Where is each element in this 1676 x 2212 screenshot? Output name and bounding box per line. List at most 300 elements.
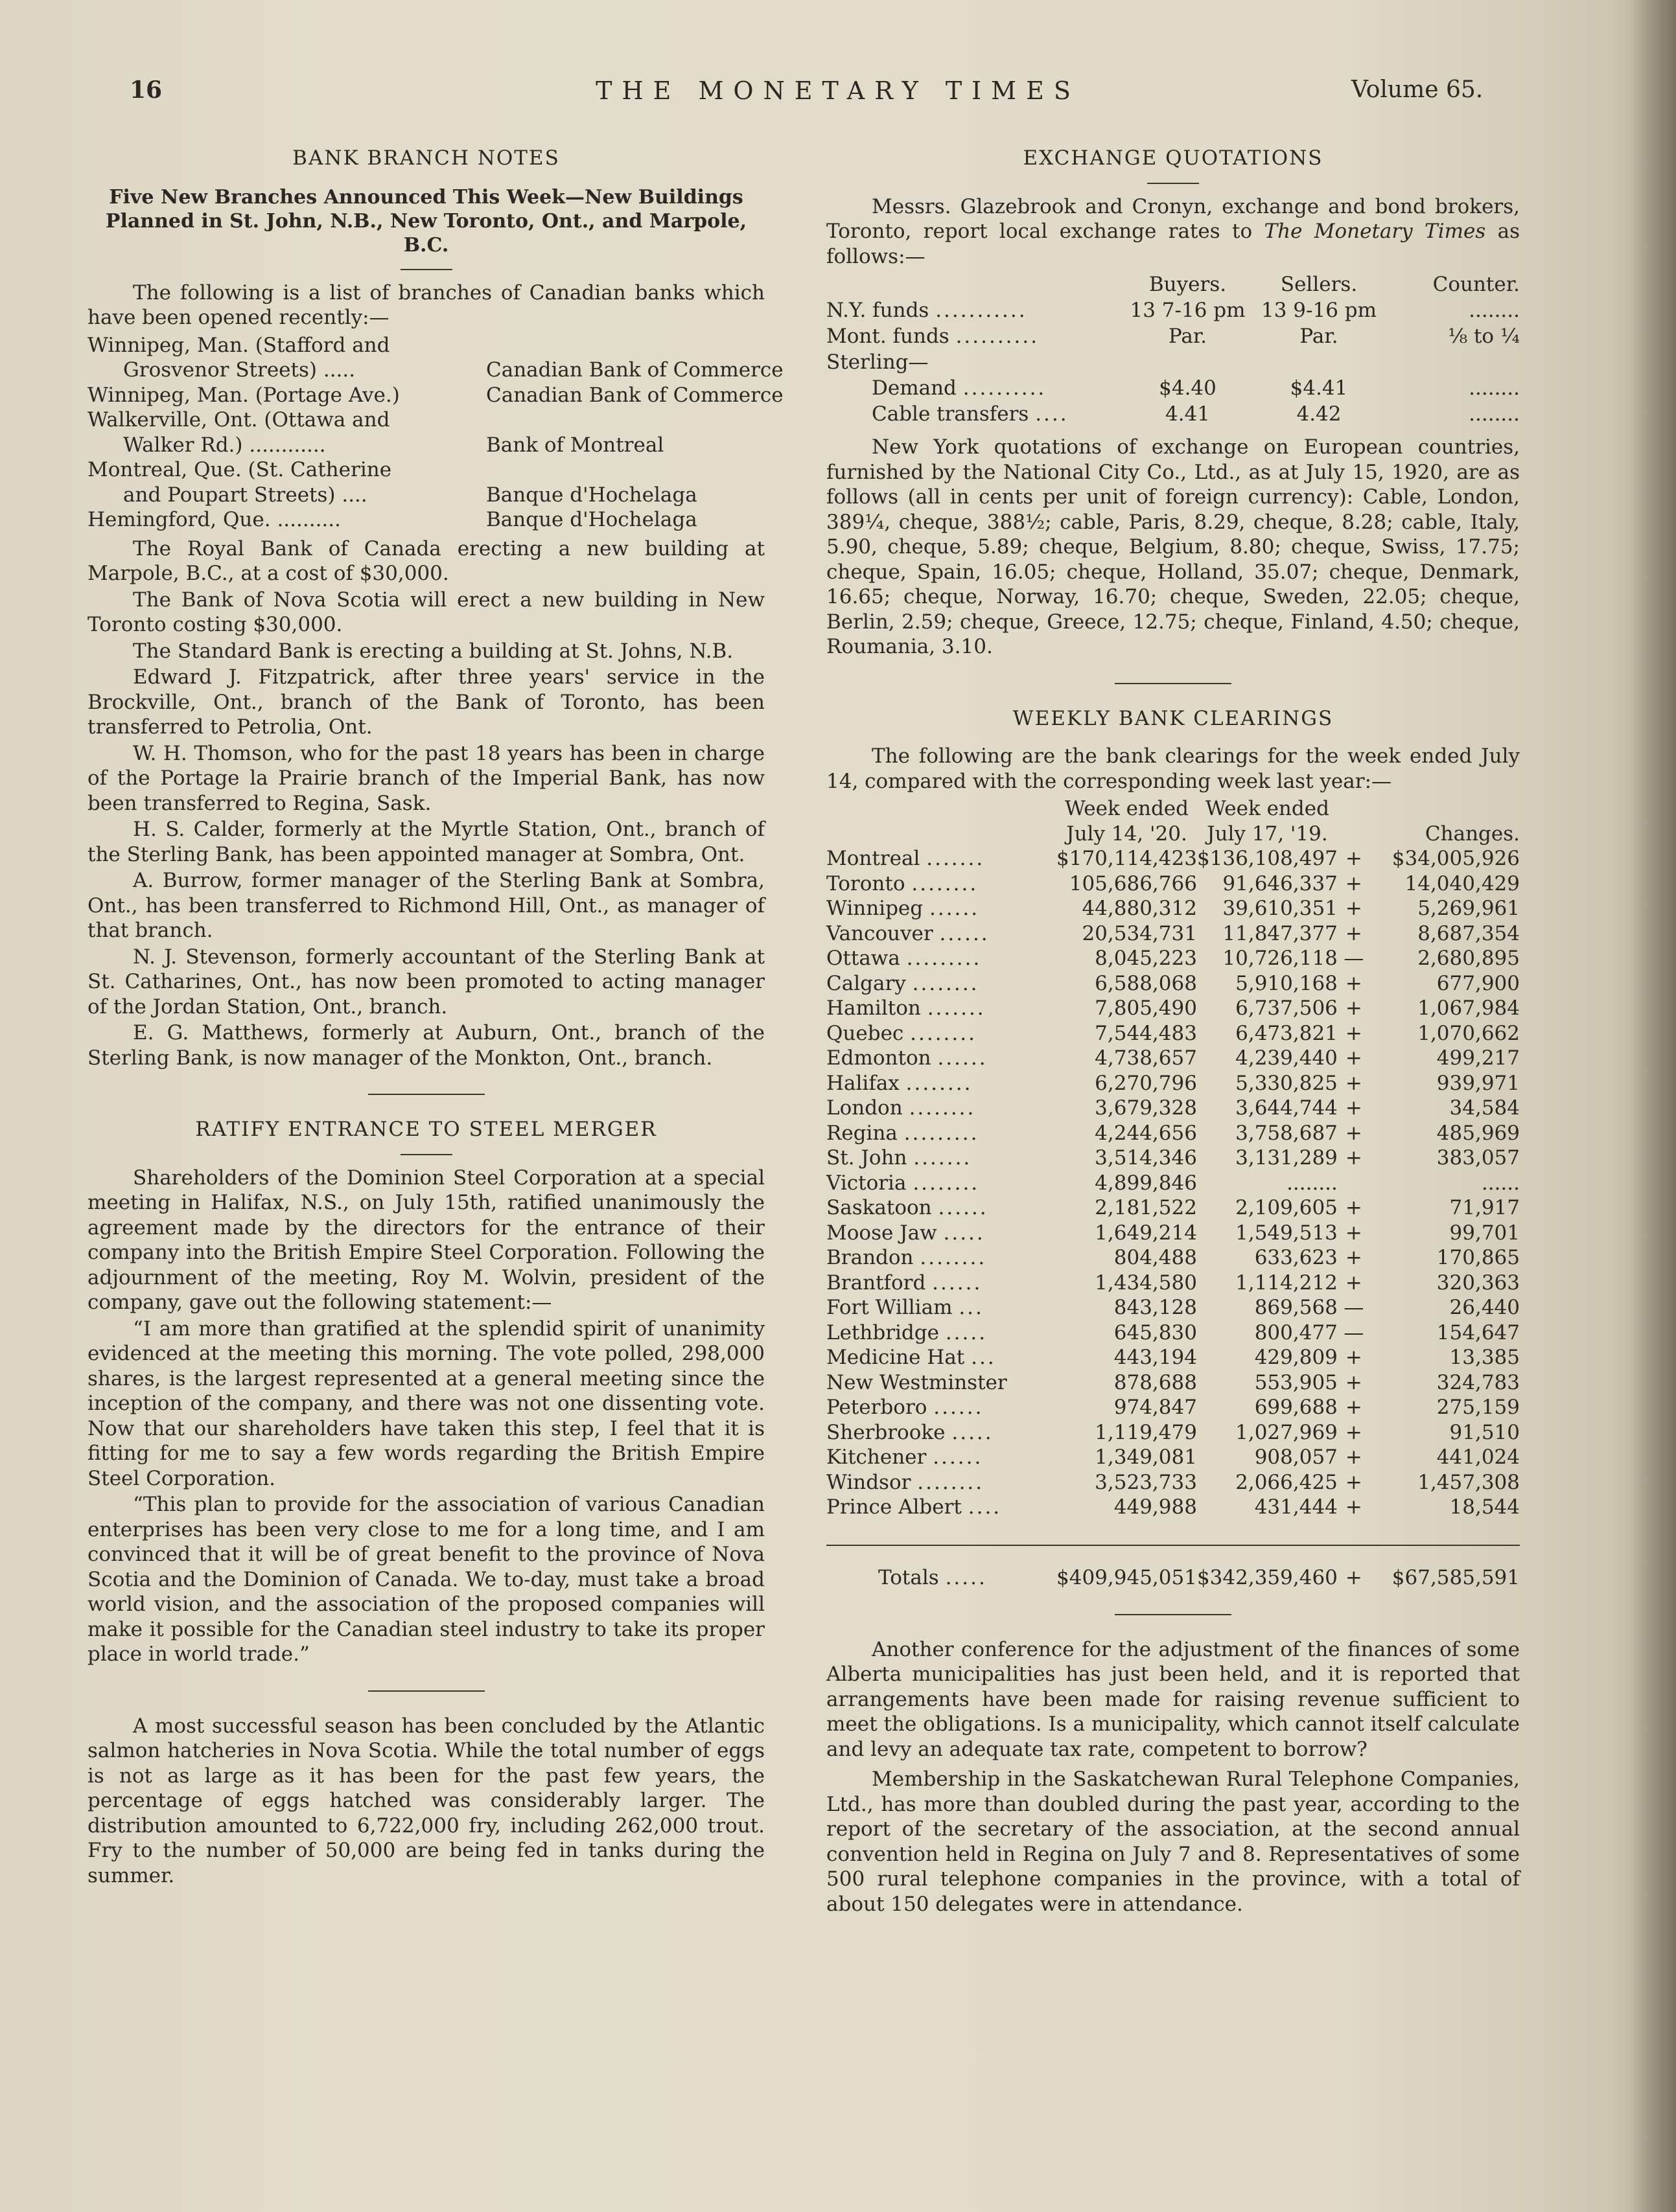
clearing-1920: 2,181,522 xyxy=(1095,1196,1197,1219)
steel-merger-paragraph: Shareholders of the Dominion Steel Corporation at a special meeting in Halifax, N.S., on July 15th, ratified unanimously the agreement made by the directors for the entrance of their company into the British Empire Steel Corporation. Following the adjournment of the meeting, Roy M. Wolvin, president of the company, gave out the following statement:— xyxy=(87,1166,765,1314)
clearing-1920: 4,244,656 xyxy=(1095,1121,1197,1145)
clearings-row xyxy=(826,846,1520,871)
clearings-header-blank xyxy=(826,822,1056,847)
branch-location: Winnipeg, Man. (Stafford and xyxy=(87,333,390,357)
city-cell xyxy=(826,1370,1056,1396)
branch-note-paragraph: A. Burrow, former manager of the Sterling Bank at Sombra, Ont., has been transferred to Richmond Hill, Ont., as manager of that branch. xyxy=(87,869,765,942)
clearing-1919: 91,646,337 xyxy=(1222,871,1338,895)
city-cell xyxy=(826,846,1056,871)
change-sign: + xyxy=(1345,1096,1362,1120)
exchange-header-buyers: Buyers. xyxy=(1148,272,1227,296)
change-sign: + xyxy=(1345,1246,1362,1269)
clearing-1919: 39,610,351 xyxy=(1222,897,1338,920)
leader-dots: ........ xyxy=(910,1021,977,1045)
clearing-change: 2,680,895 xyxy=(1417,947,1520,970)
clearings-header-blank xyxy=(826,796,1056,822)
left-column xyxy=(87,146,784,1889)
change-sign: + xyxy=(1345,1446,1362,1469)
branch-note-paragraph: W. H. Thomson, who for the past 18 years has been in charge of the Portage la Prairie branch of the Imperial Bank, has now been transferred to Regina, Sask. xyxy=(87,741,765,815)
exchange-counter: ........ xyxy=(1469,298,1520,322)
leader-dots: ..... xyxy=(943,1221,985,1245)
clearing-1920: 1,649,214 xyxy=(1095,1221,1197,1245)
exchange-label: Mont. funds xyxy=(826,324,949,348)
totals-row xyxy=(826,1545,1520,1591)
city-cell xyxy=(826,1345,1056,1370)
city-name: Fort William xyxy=(826,1296,953,1319)
salmon-paragraph: A most successful season has been concluded by the Atlantic salmon hatcheries in Nova Scotia. While the total number of eggs is not as large as it has been for the past few years, the percentage of eggs hatched was considerably larger. The distribution amounted to 6,722,000 fry, including 262,000 trout. Fry to the number of 50,000 are being fed in tanks during the summer. xyxy=(87,1714,765,1887)
branch-note-paragraph: Edward J. Fitzpatrick, after three years' service in the Brockville, Ont., branch of the Bank of Toronto, has been transferred to Petrolia, Ont. xyxy=(87,665,765,739)
exchange-row xyxy=(826,297,1520,323)
branch-intro: The following is a list of branches of Canadian banks which have been opened recently:— xyxy=(87,281,765,329)
city-cell xyxy=(826,1221,1056,1246)
branch-bank: Banque d'Hochelaga xyxy=(486,483,697,507)
exchange-row xyxy=(826,375,1520,401)
clearing-change: 154,647 xyxy=(1436,1320,1520,1344)
exchange-buyers: 4.41 xyxy=(1165,402,1211,426)
city-name: Windsor xyxy=(826,1470,911,1494)
city-cell xyxy=(826,921,1056,947)
branch-location: and Poupart Streets) .... xyxy=(123,483,367,507)
change-sign: — xyxy=(1344,1320,1364,1344)
clearings-row xyxy=(826,1021,1520,1046)
branch-paragraphs xyxy=(87,536,765,1071)
city-cell xyxy=(826,871,1056,897)
clearing-change: 939,971 xyxy=(1436,1071,1520,1095)
city-name: Sherbrooke xyxy=(826,1420,946,1444)
clearing-1920: 3,523,733 xyxy=(1095,1470,1197,1494)
clearing-1919: ........ xyxy=(1286,1171,1338,1195)
branch-list-item xyxy=(87,333,765,358)
leader-dots: ...... xyxy=(933,1446,983,1469)
clearing-1920: 1,119,479 xyxy=(1095,1420,1197,1444)
exchange-counter: ........ xyxy=(1469,376,1520,400)
clearing-1920: 974,847 xyxy=(1113,1396,1197,1419)
steel-merger-paragraph: “I am more than gratified at the splendid spirit of unanimity evidenced at the meeting this morning. The vote polled, 298,000 shares, is the largest represented at a general meeting since the inception of the company, and there was not one dissenting vote. Now that our shareholders have taken this step, I feel that it is fitting for me to say a few words regarding the British Empire Steel Corporation. xyxy=(87,1317,765,1490)
city-name: Quebec xyxy=(826,1021,904,1045)
clearings-row xyxy=(826,1096,1520,1121)
totals-sign: + xyxy=(1345,1566,1362,1589)
change-sign: — xyxy=(1344,947,1364,970)
clearing-change: 14,040,429 xyxy=(1404,871,1520,895)
leader-dots: ........... xyxy=(935,298,1027,322)
exchange-buyers: $4.40 xyxy=(1159,376,1216,400)
change-sign: — xyxy=(1344,1296,1364,1319)
clearing-1920: 1,434,580 xyxy=(1095,1271,1197,1295)
divider xyxy=(1147,183,1199,184)
steel-merger-title: RATIFY ENTRANCE TO STEEL MERGER xyxy=(195,1118,657,1141)
exchange-sellers: 4.42 xyxy=(1296,402,1342,426)
clearing-1919: 1,114,212 xyxy=(1235,1271,1338,1295)
leader-dots: ....... xyxy=(927,997,986,1020)
clearings-row xyxy=(826,896,1520,921)
clearing-change: 1,070,662 xyxy=(1417,1021,1520,1045)
exchange-label-cell xyxy=(826,349,1121,375)
clearings-row xyxy=(826,1345,1520,1370)
leader-dots: ....... xyxy=(913,1146,972,1169)
divider xyxy=(368,1690,485,1692)
clearings-table xyxy=(826,796,1520,1591)
exchange-sellers: Par. xyxy=(1299,324,1338,348)
clearing-change: 324,783 xyxy=(1436,1370,1520,1394)
clearing-change: 499,217 xyxy=(1436,1046,1520,1070)
clearing-1919: 431,444 xyxy=(1254,1495,1338,1519)
branch-bank: Bank of Montreal xyxy=(486,433,664,457)
clearings-row xyxy=(826,996,1520,1021)
leader-dots: .......... xyxy=(962,376,1047,400)
clearing-change: 34,584 xyxy=(1449,1096,1520,1120)
city-cell xyxy=(826,896,1056,921)
clearing-1919: 3,131,289 xyxy=(1235,1146,1338,1169)
city-cell xyxy=(826,1171,1056,1196)
clearing-1920: 843,128 xyxy=(1113,1296,1197,1319)
clearing-1919: 6,473,821 xyxy=(1235,1021,1338,1045)
branch-bank: Canadian Bank of Commerce xyxy=(486,383,784,407)
change-sign: + xyxy=(1345,1221,1362,1245)
leader-dots: ........ xyxy=(913,1171,980,1195)
clearing-change: 18,544 xyxy=(1449,1495,1520,1519)
new-york-quotations: New York quotations of exchange on European countries, furnished by the National City Co., Ltd., as at July 15, 1920, are as follows (all in cents per unit of foreign currency): Cable, London, 389¼, cheque, 388½; cable, Paris, 8.29, cheque, 8.28; cable, Italy, 5.90, cheque, 5.89; cheque, Belgium, 8.80; cheque, Swiss, 17.75; cheque, Spain, 16.05; cheque, Holland, 35.07; cheque, Denmark, 16.65; cheque, Norway, 16.70; cheque, Sweden, 22.05; cheque, Berlin, 2.59; cheque, Greece, 12.75; cheque, Finland, 4.50; cheque, Roumania, 3.10. xyxy=(826,435,1520,658)
leader-dots: ......... xyxy=(903,1121,979,1145)
clearings-header-row xyxy=(826,796,1520,822)
clearings-row xyxy=(826,1320,1520,1346)
clearings-row xyxy=(826,1195,1520,1221)
change-sign: + xyxy=(1345,997,1362,1020)
clearing-1920: 645,830 xyxy=(1113,1320,1197,1344)
city-name: Victoria xyxy=(826,1171,907,1195)
bank-branch-notes-title: BANK BRANCH NOTES xyxy=(292,146,560,170)
change-sign: + xyxy=(1345,1196,1362,1219)
city-name: Winnipeg xyxy=(826,897,924,920)
totals-rule xyxy=(826,1520,1520,1546)
exchange-header-blank xyxy=(826,271,1121,297)
exchange-table xyxy=(826,271,1520,427)
clearing-change: ...... xyxy=(1481,1171,1520,1195)
leader-dots: .... xyxy=(1035,402,1069,426)
leader-dots: ...... xyxy=(938,1196,988,1219)
clearing-change: $34,005,926 xyxy=(1391,847,1520,870)
clearing-change: 320,363 xyxy=(1436,1271,1520,1295)
clearing-1919: 429,809 xyxy=(1254,1346,1338,1369)
clearings-row xyxy=(826,1146,1520,1171)
leader-dots: ....... xyxy=(926,847,985,870)
city-name: Saskatoon xyxy=(826,1196,932,1219)
leader-dots: ........ xyxy=(920,1246,987,1269)
totals-label: Totals ..... xyxy=(878,1566,987,1589)
closing-paragraph: Membership in the Saskatchewan Rural Telephone Companies, Ltd., has more than doubled during the past year, according to the report of the secretary of the association, at the second annual convention held in Regina on July 7 and 8. Representatives of some 500 rural telephone companies in the province, with a total of about 150 delegates were in attendance. xyxy=(826,1768,1520,1916)
closing-paragraphs xyxy=(826,1637,1520,1917)
clearings-header-row xyxy=(826,822,1520,847)
leader-dots: ...... xyxy=(939,921,990,945)
clearing-1919: 699,688 xyxy=(1254,1396,1338,1419)
branch-bank xyxy=(486,408,765,433)
clearings-intro: The following are the bank clearings for the week ended July 14, compared with the corresponding week last year:— xyxy=(826,744,1520,793)
clearing-1919: 553,905 xyxy=(1254,1370,1338,1394)
steel-merger-paragraph: “This plan to provide for the association of various Canadian enterprises has been very close to me for a long time, and I am convinced that it will be of great benefit to the province of Nova Scotia and the Dominion of Canada. We to-day, must take a broad world vision, and the association of the proposed companies will make it possible for the Canadian steel industry to take its proper place in world trade.” xyxy=(87,1493,765,1666)
leader-dots: .......... xyxy=(955,324,1040,348)
change-sign: + xyxy=(1345,971,1362,995)
divider xyxy=(401,1154,452,1155)
clearing-1919: 1,549,513 xyxy=(1235,1221,1338,1245)
exchange-label-cell xyxy=(826,401,1121,427)
leader-dots: ........ xyxy=(911,871,979,895)
running-head: THE MONETARY TIMES xyxy=(596,76,1080,105)
clearing-change: 13,385 xyxy=(1449,1346,1520,1369)
change-sign xyxy=(1338,1171,1370,1196)
city-cell xyxy=(826,971,1056,997)
change-sign: + xyxy=(1345,1420,1362,1444)
branch-list xyxy=(87,333,784,533)
clearings-header-blank xyxy=(1338,822,1370,847)
change-sign: + xyxy=(1345,1021,1362,1045)
city-cell xyxy=(826,1420,1056,1446)
clearings-header-week2: Week ended xyxy=(1205,797,1329,820)
exchange-label-cell xyxy=(826,375,1121,401)
clearings-row xyxy=(826,971,1520,997)
right-column xyxy=(826,146,1520,1922)
branch-note-paragraph: N. J. Stevenson, formerly accountant of the Sterling Bank at St. Catharines, Ont., has now been promoted to acting manager of the Jordan Station, Ont., branch. xyxy=(87,945,765,1019)
clearing-1919: 2,066,425 xyxy=(1235,1470,1338,1494)
branch-location: Winnipeg, Man. (Portage Ave.) xyxy=(87,383,400,407)
city-name: London xyxy=(826,1096,903,1120)
divider xyxy=(368,1094,485,1095)
city-cell xyxy=(826,1320,1056,1346)
exchange-sellers: 13 9-16 pm xyxy=(1261,298,1377,322)
divider xyxy=(1115,1614,1231,1615)
clearing-change: 71,917 xyxy=(1449,1196,1520,1219)
leader-dots: ...... xyxy=(929,897,980,920)
branch-note-paragraph: The Bank of Nova Scotia will erect a new building in New Toronto costing $30,000. xyxy=(87,588,765,636)
clearing-change: 5,269,961 xyxy=(1417,897,1520,920)
branch-bank xyxy=(486,457,765,483)
clearing-1920: 1,349,081 xyxy=(1095,1446,1197,1469)
city-cell xyxy=(826,1295,1056,1320)
clearing-1919: 5,330,825 xyxy=(1235,1071,1338,1095)
exchange-row xyxy=(826,323,1520,349)
clearings-header-blank xyxy=(1338,796,1370,822)
clearings-row xyxy=(826,1271,1520,1296)
branch-location: Hemingford, Que. .......... xyxy=(87,508,341,531)
leader-dots: ........ xyxy=(905,1071,973,1095)
exchange-sellers: $4.41 xyxy=(1290,376,1348,400)
clearing-1919: $136,108,497 xyxy=(1196,847,1338,870)
branch-note-paragraph: E. G. Matthews, formerly at Auburn, Ont., branch of the Sterling Bank, is now manager of the Monkton, Ont., branch. xyxy=(87,1021,765,1070)
clearing-change: 99,701 xyxy=(1449,1221,1520,1245)
exchange-counter: ⅛ to ¼ xyxy=(1448,324,1520,348)
exchange-label: Sterling— xyxy=(826,350,929,374)
city-name: Moose Jaw xyxy=(826,1221,937,1245)
change-sign: + xyxy=(1345,1271,1362,1295)
city-name: Hamilton xyxy=(826,997,921,1020)
leader-dots: ........ xyxy=(912,971,979,995)
change-sign: + xyxy=(1345,921,1362,945)
clearing-change: 275,159 xyxy=(1436,1396,1520,1419)
branch-list-item xyxy=(87,433,765,458)
city-cell xyxy=(826,1021,1056,1046)
clearings-row xyxy=(826,1370,1520,1396)
city-name: Regina xyxy=(826,1121,898,1145)
page-number: 16 xyxy=(130,76,163,104)
clearings-row xyxy=(826,1420,1520,1446)
clearings-row xyxy=(826,921,1520,947)
clearing-1920: $170,114,423 xyxy=(1056,847,1197,870)
clearing-1920: 44,880,312 xyxy=(1082,897,1197,920)
exchange-buyers: 13 7-16 pm xyxy=(1130,298,1246,322)
city-cell xyxy=(826,996,1056,1021)
branch-list-item xyxy=(87,408,765,433)
change-sign: + xyxy=(1345,1370,1362,1394)
clearings-header-changes: Changes. xyxy=(1425,822,1520,846)
clearing-change: 1,067,984 xyxy=(1417,997,1520,1020)
leader-dots: ..... xyxy=(945,1320,988,1344)
clearings-row xyxy=(826,1395,1520,1420)
clearings-header-date1: July 14, '20. xyxy=(1066,822,1187,846)
steel-paragraphs xyxy=(87,1166,765,1667)
clearing-change: 677,900 xyxy=(1436,971,1520,995)
leader-dots: ...... xyxy=(932,1271,983,1295)
branch-list-item xyxy=(87,457,765,483)
clearings-row xyxy=(826,1221,1520,1246)
branch-list-item xyxy=(87,383,784,408)
change-sign: + xyxy=(1345,1046,1362,1070)
branch-location: Walker Rd.) ............ xyxy=(123,433,326,457)
clearings-row xyxy=(826,1445,1520,1470)
clearing-change: 91,510 xyxy=(1449,1420,1520,1444)
exchange-header-sellers: Sellers. xyxy=(1280,272,1358,296)
clearing-1919: 10,726,118 xyxy=(1222,947,1338,970)
totals-1920: $409,945,051 xyxy=(1056,1566,1197,1589)
closing-paragraph: Another conference for the adjustment of the finances of some Alberta municipalities has just been held, and it is reported that arrangements have been made for raising revenue sufficient to meet the obligations. Is a municipality, which cannot itself calculate and levy an adequate tax rate, competent to borrow? xyxy=(826,1637,1520,1761)
clearing-1920: 449,988 xyxy=(1113,1495,1197,1519)
city-cell xyxy=(826,1121,1056,1146)
clearing-1920: 878,688 xyxy=(1113,1370,1197,1394)
clearing-1920: 7,544,483 xyxy=(1095,1021,1197,1045)
clearing-1919: 869,568 xyxy=(1254,1296,1338,1319)
branch-location: Walkerville, Ont. (Ottawa and xyxy=(87,408,390,432)
clearing-1920: 4,899,846 xyxy=(1095,1171,1197,1195)
city-name: Halifax xyxy=(826,1071,900,1095)
clearings-row xyxy=(826,1245,1520,1271)
clearing-1920: 4,738,657 xyxy=(1095,1046,1197,1070)
clearing-change: 485,969 xyxy=(1436,1121,1520,1145)
clearing-1919: 3,644,744 xyxy=(1235,1096,1338,1120)
clearings-header-blank xyxy=(1370,796,1520,822)
page-binding-shadow xyxy=(1631,0,1676,2212)
city-name: Ottawa xyxy=(826,947,900,970)
clearing-1920: 3,514,346 xyxy=(1095,1146,1197,1169)
clearing-1919: 3,758,687 xyxy=(1235,1121,1338,1145)
exchange-label: Cable transfers xyxy=(872,402,1029,426)
city-name: Prince Albert xyxy=(826,1495,962,1519)
clearing-1919: 6,737,506 xyxy=(1235,997,1338,1020)
clearing-1919: 5,910,168 xyxy=(1235,971,1338,995)
exchange-header-row xyxy=(826,271,1520,297)
branch-list-item xyxy=(87,507,765,533)
clearings-row xyxy=(826,1121,1520,1146)
city-cell xyxy=(826,1146,1056,1171)
city-name: Toronto xyxy=(826,871,905,895)
clearings-row xyxy=(826,1495,1520,1520)
city-cell xyxy=(826,1470,1056,1495)
leader-dots: ... xyxy=(971,1346,996,1369)
change-sign: + xyxy=(1345,1396,1362,1419)
clearing-1919: 908,057 xyxy=(1254,1446,1338,1469)
exchange-label-cell xyxy=(826,297,1121,323)
clearing-1920: 3,679,328 xyxy=(1095,1096,1197,1120)
city-name: New Westminster xyxy=(826,1370,1007,1394)
volume-label: Volume 65. xyxy=(1351,76,1484,103)
clearing-1920: 6,588,068 xyxy=(1095,971,1197,995)
clearings-row xyxy=(826,1071,1520,1096)
exchange-intro-italic: The Monetary Times xyxy=(1264,220,1486,243)
branch-location: Grosvenor Streets) ..... xyxy=(123,358,356,382)
exchange-label: Demand xyxy=(872,376,957,400)
city-name: Kitchener xyxy=(826,1446,927,1469)
exchange-intro-b: as follows:— xyxy=(826,220,1520,268)
clearing-1920: 443,194 xyxy=(1113,1346,1197,1369)
exchange-sellers xyxy=(1254,349,1384,375)
change-sign: + xyxy=(1345,871,1362,895)
clearing-1920: 6,270,796 xyxy=(1095,1071,1197,1095)
clearing-change: 8,687,354 xyxy=(1417,921,1520,945)
city-name: Lethbridge xyxy=(826,1320,939,1344)
leader-dots: ...... xyxy=(933,1396,984,1419)
city-name: Calgary xyxy=(826,971,906,995)
clearing-1920: 20,534,731 xyxy=(1082,921,1197,945)
exchange-row xyxy=(826,401,1520,427)
change-sign: + xyxy=(1345,1346,1362,1369)
change-sign: + xyxy=(1345,847,1362,870)
change-sign: + xyxy=(1345,1146,1362,1169)
branch-bank: Canadian Bank of Commerce xyxy=(486,358,784,382)
clearings-header-week1: Week ended xyxy=(1064,797,1189,820)
exchange-counter xyxy=(1384,349,1520,375)
clearing-1920: 7,805,490 xyxy=(1095,997,1197,1020)
bank-branch-notes-subtitle: Five New Branches Announced This Week—New Buildings Planned in St. John, N.B., New Toronto, Ont., and Marpole, B.C. xyxy=(105,185,747,257)
exchange-header-counter: Counter. xyxy=(1432,272,1520,296)
change-sign: + xyxy=(1345,1495,1362,1519)
leader-dots: ......... xyxy=(906,947,982,970)
weekly-bank-clearings-title: WEEKLY BANK CLEARINGS xyxy=(1012,706,1334,730)
divider xyxy=(1115,683,1231,684)
clearing-1919: 633,623 xyxy=(1254,1246,1338,1269)
clearing-change: 170,865 xyxy=(1436,1246,1520,1269)
city-name: Brantford xyxy=(826,1271,926,1295)
branch-note-paragraph: H. S. Calder, formerly at the Myrtle Station, Ont., branch of the Sterling Bank, has been appointed manager at Sombra, Ont. xyxy=(87,818,765,866)
clearing-1919: 2,109,605 xyxy=(1235,1196,1338,1219)
city-name: Montreal xyxy=(826,847,920,870)
city-name: St. John xyxy=(826,1146,907,1169)
clearings-row xyxy=(826,946,1520,971)
leader-dots: ........ xyxy=(909,1096,976,1120)
city-cell xyxy=(826,1395,1056,1420)
branch-location: Montreal, Que. (St. Catherine xyxy=(87,458,392,481)
branch-list-item xyxy=(87,483,765,508)
exchange-intro xyxy=(826,194,1520,270)
clearings-row xyxy=(826,1295,1520,1320)
clearing-1919: 1,027,969 xyxy=(1235,1420,1338,1444)
city-cell xyxy=(826,1245,1056,1271)
clearings-row xyxy=(826,1046,1520,1071)
branch-note-paragraph: The Royal Bank of Canada erecting a new building at Marpole, B.C., at a cost of $30,000. xyxy=(87,536,765,585)
clearings-row xyxy=(826,1470,1520,1495)
leader-dots: ........ xyxy=(917,1470,984,1494)
clearing-change: 441,024 xyxy=(1436,1446,1520,1469)
leader-dots: .... xyxy=(968,1495,1002,1519)
city-cell xyxy=(826,1071,1056,1096)
totals-1919: $342,359,460 xyxy=(1196,1566,1338,1589)
city-cell xyxy=(826,1195,1056,1221)
city-name: Brandon xyxy=(826,1246,914,1269)
